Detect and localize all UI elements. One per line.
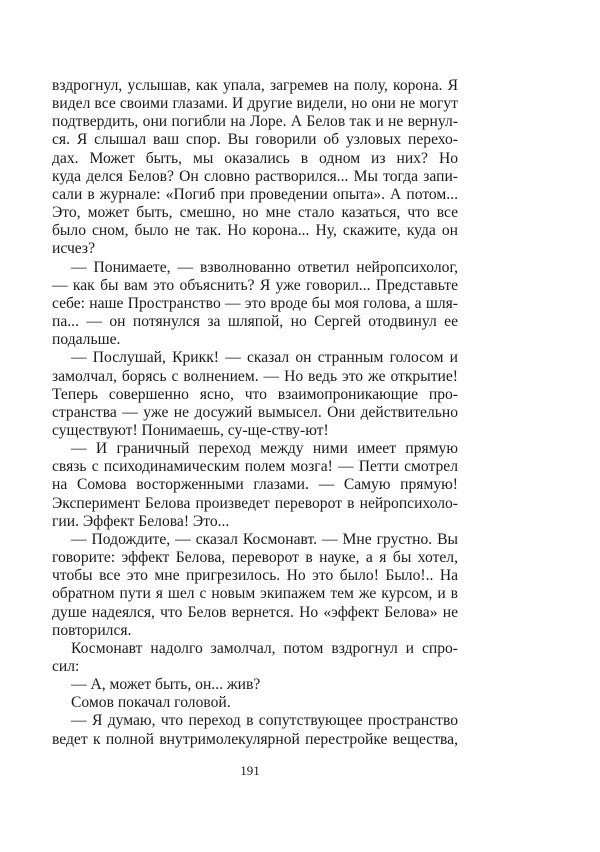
text-line: сали в журнале: «Погиб при проведении опыта». А потом...	[52, 185, 458, 203]
text-line: сил:	[52, 658, 80, 675]
text-line: куда делся Белов? Он словно растворился... Мы тогда запи-	[52, 167, 458, 185]
text-line: исчез?	[52, 240, 95, 258]
text-line: Космонавт надолго замолчал, потом вздрогнул и спро-	[71, 639, 458, 657]
text-line: видел все своими глазами. И другие видели, но они не могут	[52, 95, 458, 113]
text-line: существуют! Понимаешь, су-ще-ству-ют!	[52, 421, 329, 439]
text-line: замолчал, борясь с волнением. — Но ведь это же открытие!	[52, 367, 458, 385]
text-line: — Подождите, — сказал Космонавт. — Мне грустно. Вы	[71, 530, 458, 548]
text-line: обратном пути я шел с новым экипажем тем же курсом, и в	[52, 585, 458, 603]
text-line: связь с психодинамическим полем мозга! — Петти смотрел	[52, 458, 458, 476]
text-line: па... — он потянулся за шляпой, но Сергей отодвинул ее	[52, 313, 458, 331]
text-line: повторился.	[52, 621, 132, 639]
text-line: странства — уже не досужий вымысел. Они действительно	[52, 403, 458, 421]
text-line: Эксперимент Белова произведет переворот в нейропсихоло-	[52, 494, 458, 512]
text-line: дах. Может быть, мы оказались в одном из них? Но	[52, 149, 458, 167]
text-line: ся. Я слышал ваш спор. Вы говорили об узловых перехо-	[52, 131, 458, 149]
text-line: ведет к полной внутримолекулярной перестройке вещества,	[52, 730, 458, 748]
text-line: на Сомова восторженными глазами. — Самую прямую!	[52, 476, 458, 494]
page-text	[52, 77, 458, 749]
text-line: душе надеялся, что Белов вернется. Но «эффект Белова» не	[52, 603, 458, 621]
text-line: — Понимаете, — взволнованно ответил нейропсихолог,	[71, 258, 458, 276]
text-line: — А, может быть, он... жив?	[71, 676, 261, 694]
page-number: 191	[240, 763, 260, 778]
text-line: вздрогнул, услышав, как упала, загремев на полу, корона. Я	[52, 77, 458, 94]
text-line: — Послушай, Крикк! — сказал он странным голосом и	[71, 349, 458, 367]
text-line: подтвердить, они погибли на Лоре. А Белов так и не вернул-	[52, 113, 458, 131]
text-line: — И граничный переход между ними имеет прямую	[71, 440, 458, 458]
text-line: было сном, было не так. Но корона... Ну, скажите, куда он	[52, 222, 458, 240]
text-line: гии. Эффект Белова! Это...	[52, 512, 230, 530]
text-line: чтобы все это мне пригрезилось. Но это было! Было!.. На	[52, 567, 458, 585]
text-line: Теперь совершенно ясно, что взаимопроникающие про-	[52, 385, 458, 403]
text-line: Сомов покачал головой.	[71, 694, 231, 712]
text-line: говорите: эффект Белова, переворот в науке, а я бы хотел,	[52, 549, 458, 567]
text-line: подальше.	[52, 331, 121, 349]
text-line: Это, может быть, смешно, но мне стало казаться, что все	[52, 204, 458, 222]
text-line: себе: наше Пространство — это вроде бы моя голова, а шля-	[52, 294, 458, 312]
text-line: — как бы вам это объяснить? Я уже говорил... Представьте	[52, 276, 458, 294]
text-line: — Я думаю, что переход в сопутствующее пространство	[71, 712, 458, 730]
